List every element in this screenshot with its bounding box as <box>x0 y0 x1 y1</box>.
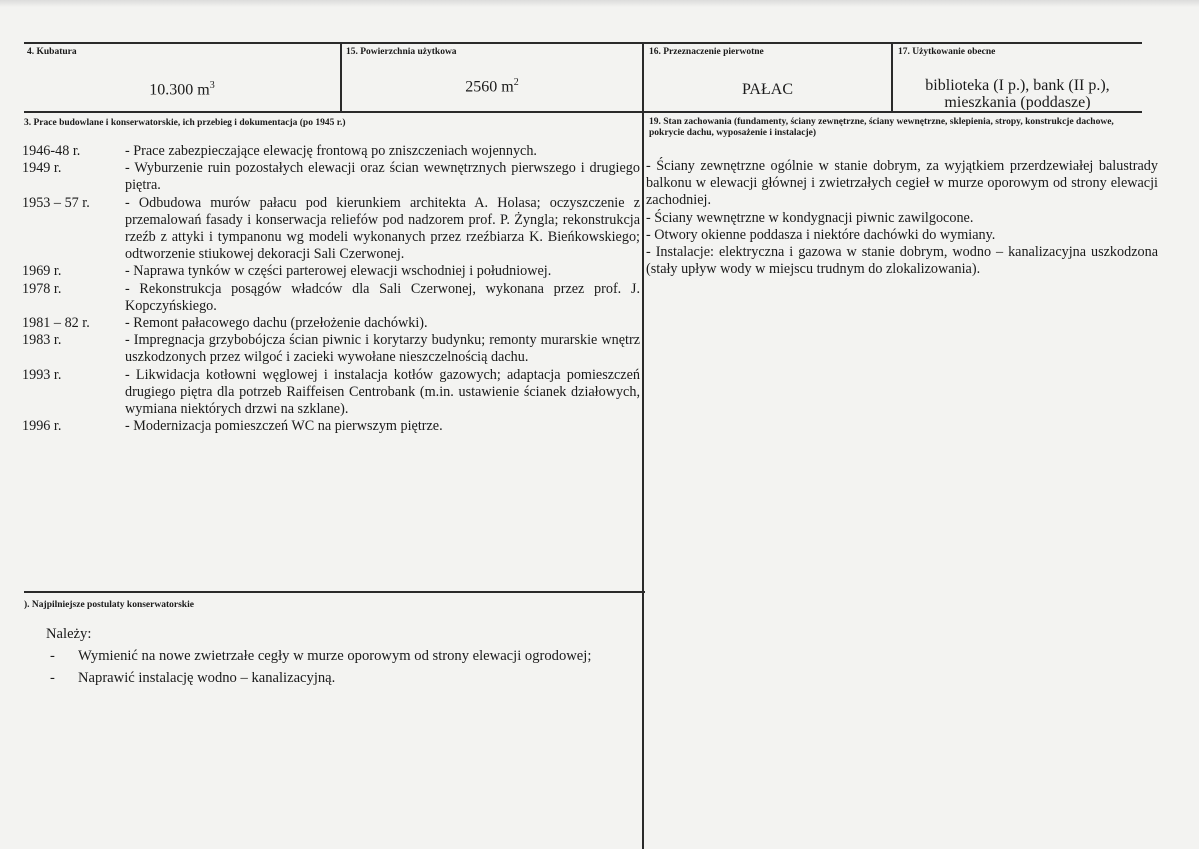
prace-entry-year: 1978 r. <box>22 280 62 297</box>
uzytkowanie-value <box>893 76 1142 110</box>
kubatura-value <box>24 80 340 99</box>
prace-entry-year: 1969 r. <box>22 263 62 280</box>
prace-entry-text: - Rekonstrukcja posągów władców dla Sali Czerwonej, wykonana przez prof. J. Kopczyńskiego. <box>125 280 640 314</box>
prace-entry-text: - Prace zabezpieczające elewację frontową po zniszczeniach wojennych. <box>125 143 537 159</box>
kubatura-unit-exponent: 3 <box>209 80 215 91</box>
stan-label: 19. Stan zachowania (fundamenty, ściany zewnętrzne, ściany wewnętrzne, sklepienia, stropy, konstrukcje dachowe, pokrycie dachu, wyposażenie i instalacje) <box>649 117 1114 138</box>
powierzchnia-value <box>342 77 642 96</box>
prace-entry-text: - Wyburzenie ruin pozostałych elewacji oraz ścian wewnętrznych pierwszego i drugiego piętra. <box>125 160 640 194</box>
rule-middle <box>24 111 1142 113</box>
uzytkowanie-line-2: mieszkania (poddasze) <box>944 94 1091 110</box>
prace-entry <box>22 160 640 194</box>
postulat-dash: - <box>50 670 55 686</box>
powierzchnia-number: 2560 m <box>465 78 514 96</box>
prace-entry <box>22 281 640 315</box>
prace-entry-year: 1993 r. <box>22 366 62 383</box>
postulat-text: Wymienić na nowe zwietrzałe cegły w murze oporowym od strony elewacji ogrodowej; <box>78 648 592 664</box>
divider-2 <box>642 42 644 849</box>
stan-item: - Otwory okienne poddasza i niektóre dachówki do wymiany. <box>646 226 996 243</box>
prace-entry <box>22 367 640 419</box>
stan-item: - Ściany wewnętrzne w kondygnacji piwnic zawilgocone. <box>646 209 974 226</box>
powierzchnia-unit-exponent: 2 <box>513 77 519 88</box>
postulaty-list <box>46 645 646 689</box>
przeznaczenie-value: PAŁAC <box>742 81 793 98</box>
przeznaczenie-label: 16. Przeznaczenie pierwotne <box>649 47 764 57</box>
prace-entry <box>22 143 640 160</box>
stan-item: - Instalacje: elektryczna i gazowa w stanie dobrym, wodno – kanalizacyjna uszkodzona (stały upływ wody w miejscu trudnym do zlokalizowania). <box>646 244 1158 278</box>
powierzchnia-label: 15. Powierzchnia użytkowa <box>346 47 457 57</box>
postulat-item <box>46 667 646 689</box>
postulat-item <box>46 645 646 667</box>
prace-entry <box>22 195 640 264</box>
prace-entry-year: 1949 r. <box>22 160 62 177</box>
stan-item: - Ściany zewnętrzne ogólnie w stanie dobrym, za wyjątkiem przerdzewiałej balustrady balkonu w elewacji głównej i zwietrzałych cegieł w murze oporowym od strony elewacji zachodniej. <box>646 158 1158 209</box>
prace-entry-text: - Remont pałacowego dachu (przełożenie dachówki). <box>125 315 428 332</box>
stan-list <box>646 158 1158 278</box>
prace-label: 3. Prace budowlane i konserwatorskie, ich przebieg i dokumentacja (po 1945 r.) <box>24 118 346 128</box>
prace-entry <box>22 418 640 435</box>
postulaty-intro: Należy: <box>46 626 92 642</box>
prace-entry <box>22 263 640 280</box>
prace-entry <box>22 315 640 332</box>
rule-top <box>24 42 1142 44</box>
prace-list <box>22 143 640 435</box>
prace-entry-year: 1946-48 r. <box>22 143 81 159</box>
prace-entry-text: - Naprawa tynków w części parterowej elewacji wschodniej i południowej. <box>125 263 552 280</box>
postulaty-label: ). Najpilniejsze postulaty konserwatorskie <box>24 600 194 610</box>
prace-entry-text: - Modernizacja pomieszczeń WC na pierwszym piętrze. <box>125 418 443 435</box>
uzytkowanie-line-1: biblioteka (I p.), bank (II p.), <box>925 77 1110 94</box>
rule-postulaty <box>24 591 645 593</box>
prace-entry-year: 1996 r. <box>22 418 62 435</box>
kubatura-number: 10.300 m <box>149 81 210 99</box>
prace-entry-year: 1953 – 57 r. <box>22 194 90 211</box>
postulaty-block <box>46 623 646 689</box>
uzytkowanie-label: 17. Użytkowanie obecne <box>898 47 996 57</box>
prace-entry <box>22 332 640 366</box>
prace-entry-text: - Odbudowa murów pałacu pod kierunkiem architekta A. Holasa; oczyszczenie z przemalowań fasady i konserwacja reliefów pod nadzorem prof. P. Żyngla; rekonstrukcja rzeźb z attyki i tympanonu wg modeli wykonanych przez rzeźbiarza K. Bieńkowskiego; odtworzenie stiukowej dekoracji Sali Czerwonej. <box>125 194 640 263</box>
kubatura-label: 4. Kubatura <box>27 47 77 57</box>
postulat-text: Naprawić instalację wodno – kanalizacyjną. <box>78 670 336 686</box>
prace-entry-text: - Impregnacja grzybobójcza ścian piwnic i korytarzy budynku; remonty murarskie wnętrz uszkodzonych przez wilgoć i zacieki wywołane nieszczelnością dachu. <box>125 332 640 366</box>
prace-entry-year: 1983 r. <box>22 332 62 349</box>
prace-entry-year: 1981 – 82 r. <box>22 315 90 332</box>
postulat-dash: - <box>50 648 55 664</box>
paper-edge <box>0 0 1199 7</box>
prace-entry-text: - Likwidacja kotłowni węglowej i instalacja kotłów gazowych; adaptacja pomieszczeń drugiego piętra dla potrzeb Raiffeisen Centrobank (m.in. ustawienie ścianek działowych, wymiana niektórych drzwi na szklane). <box>125 366 640 418</box>
